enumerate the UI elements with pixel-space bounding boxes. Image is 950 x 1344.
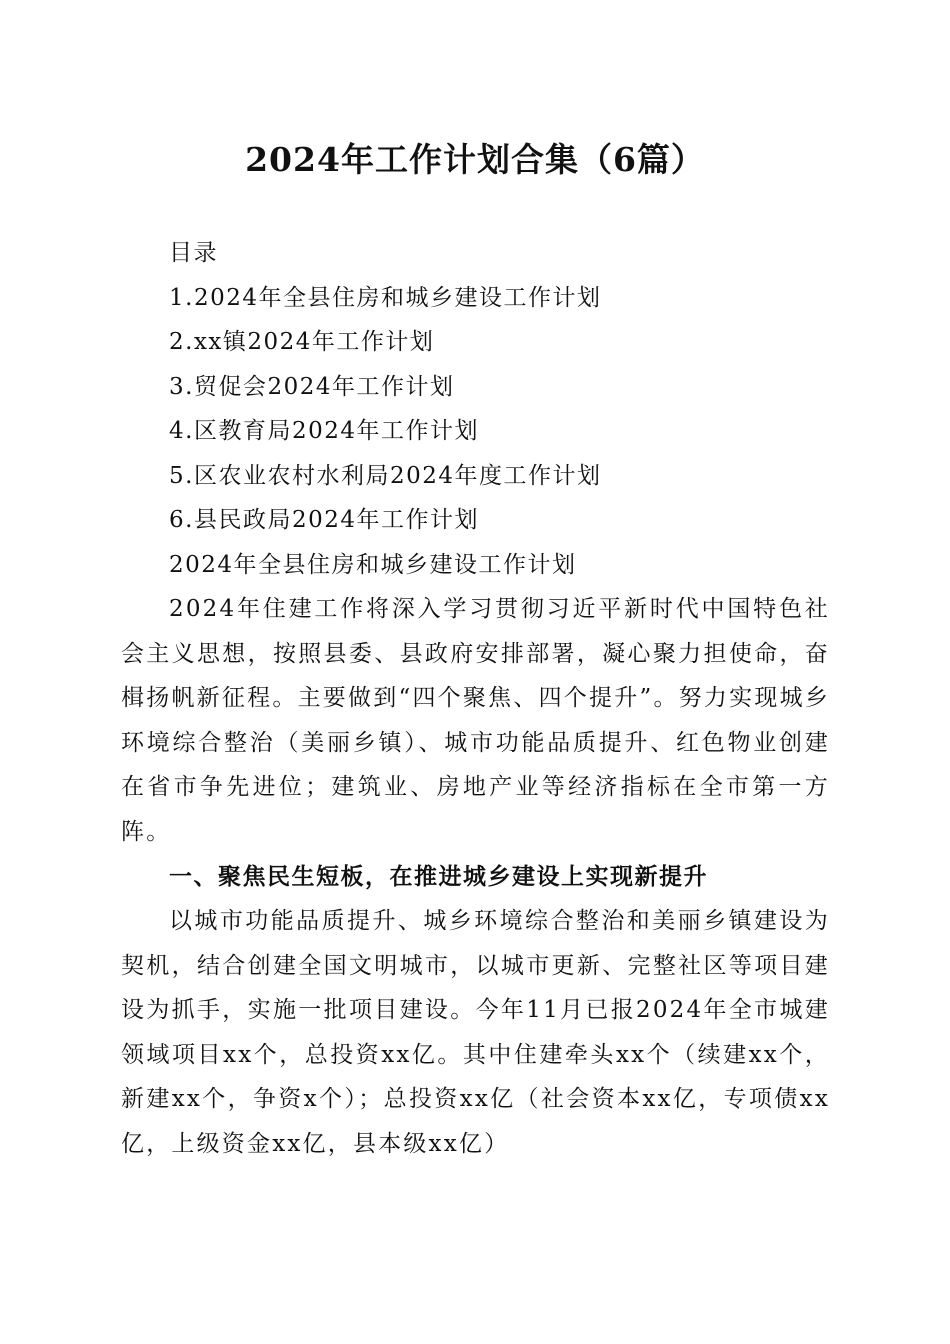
article-title: 2024年全县住房和城乡建设工作计划 [169, 552, 577, 578]
toc-heading: 目录 [169, 240, 218, 266]
toc-item-2: 2.xx镇2024年工作计划 [169, 329, 435, 355]
toc-item-3: 3.贸促会2024年工作计划 [169, 374, 455, 400]
section-paragraph: 以城市功能品质提升、城乡环境综合整治和美丽乡镇建设为契机，结合创建全国文明城市，以城市更新、完整社区等项目建设为抓手，实施一批项目建设。今年11月已报2024年全市城建领域项目xx个，总投资xx亿。其中住建牵头xx个（续建xx个，新建xx个，争资x个）；总投资xx亿（社会资本xx亿，专项债xx亿，上级资金xx亿，县本级xx亿） [121, 908, 831, 1157]
toc-item-1: 1.2024年全县住房和城乡建设工作计划 [169, 285, 602, 311]
toc-item-6: 6.县民政局2024年工作计划 [169, 507, 479, 533]
toc-item-4: 4.区教育局2024年工作计划 [169, 418, 479, 444]
section-heading: 一、聚焦民生短板，在推进城乡建设上实现新提升 [169, 863, 708, 890]
document-title: 2024年工作计划合集（6篇） [245, 140, 705, 179]
toc-item-5: 5.区农业农村水利局2024年度工作计划 [169, 463, 602, 489]
intro-paragraph: 2024年住建工作将深入学习贯彻习近平新时代中国特色社会主义思想，按照县委、县政府安排部署，凝心聚力担使命，奋楫扬帆新征程。主要做到“四个聚焦、四个提升”。努力实现城乡环境综合整治（美丽乡镇）、城市功能品质提升、红色物业创建在省市争先进位；建筑业、房地产业等经济指标在全市第一方阵。 [121, 596, 830, 845]
